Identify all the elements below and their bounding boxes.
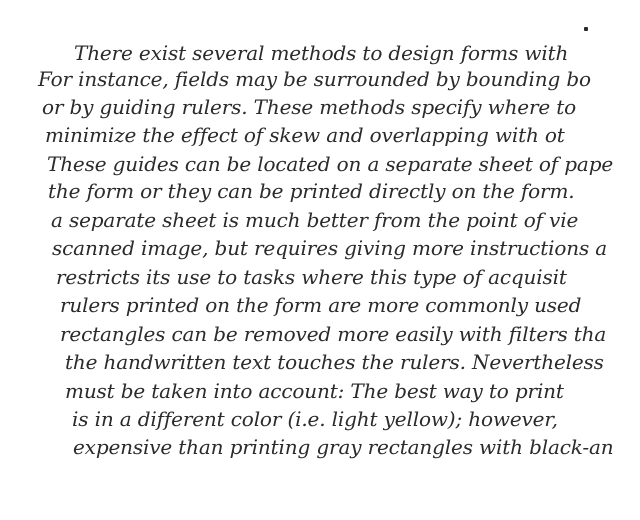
text-line-9: restricts its use to tasks where this type of acquisit — [56, 265, 567, 289]
text-line-13: must be taken into account: The best way to print — [65, 379, 564, 403]
text-line-8: scanned image, but requires giving more instructions a — [52, 236, 608, 260]
text-line-7: a separate sheet is much better from the point of vie — [51, 208, 579, 232]
text-line-14: is in a different color (i.e. light yellow); however, — [72, 407, 558, 431]
scan-speck — [584, 27, 588, 31]
text-line-3: or by guiding rulers. These methods specify where to — [42, 95, 577, 119]
text-line-4: minimize the effect of skew and overlapping with ot — [45, 123, 565, 147]
text-line-1: There exist several methods to design forms with — [74, 41, 569, 65]
text-line-5: These guides can be located on a separate sheet of pape — [47, 152, 614, 176]
text-line-15: expensive than printing gray rectangles with black-an — [73, 435, 614, 459]
text-line-11: rectangles can be removed more easily with filters tha — [60, 322, 607, 346]
text-line-10: rulers printed on the form are more commonly used — [60, 293, 582, 317]
text-line-2: For instance, fields may be surrounded by bounding bo — [38, 67, 591, 91]
text-line-12: the handwritten text touches the rulers. Nevertheless — [65, 350, 604, 374]
text-line-6: the form or they can be printed directly on the form. — [48, 179, 575, 203]
